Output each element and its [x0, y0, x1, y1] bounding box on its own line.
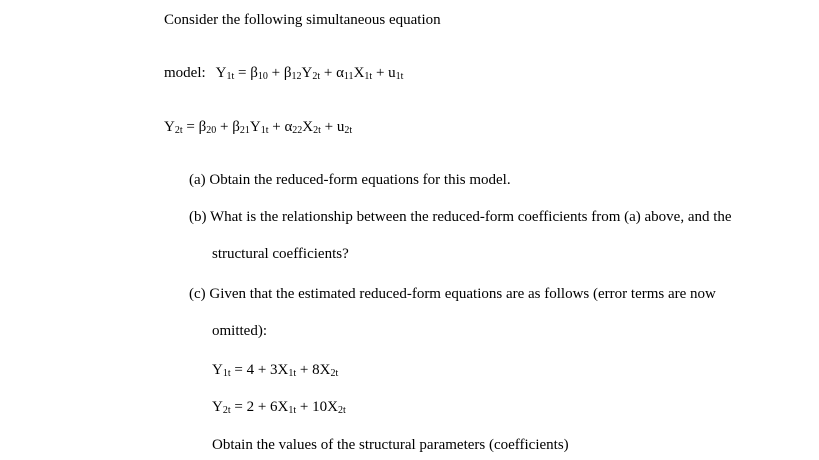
- rf1-x2-sub: 2t: [330, 368, 339, 379]
- eq2-x2-sub: 2t: [313, 125, 321, 136]
- eq2-beta21-sub: 21: [239, 125, 250, 136]
- eq1-u: u: [388, 65, 396, 81]
- eq1-y-sub: 1t: [226, 71, 235, 82]
- rf1-rhs-part1: = 4 + 3X: [230, 362, 289, 378]
- eq1-alpha11: α: [336, 65, 344, 81]
- eq2-y: Y: [164, 119, 175, 135]
- eq2-u: u: [336, 119, 345, 135]
- eq2-alpha22-sub: 22: [292, 125, 303, 136]
- eq1-beta12-sub: 12: [291, 71, 302, 82]
- eq2-y1: Y: [249, 119, 261, 135]
- part-c-final: Obtain the values of the structural parameters (coefficients): [212, 437, 569, 453]
- intro-text: Consider the following simultaneous equation: [164, 12, 441, 28]
- structural-equation-2: [164, 118, 352, 136]
- eq2-y-sub: 2t: [174, 125, 183, 136]
- rf1-rhs-part2: + 8X: [296, 362, 331, 378]
- eq2-x2: X: [302, 119, 314, 135]
- model-label: model:: [164, 65, 206, 81]
- eq1-plus: +: [320, 65, 337, 81]
- reduced-form-equation-1: [212, 361, 338, 379]
- eq2-plus: +: [320, 119, 337, 135]
- eq2-plus: +: [216, 119, 233, 135]
- rf1-y-sub: 1t: [222, 368, 231, 379]
- part-b-line-1: (b) What is the relationship between the reduced-form coefficients from (a) above, and the: [189, 209, 732, 225]
- eq1-beta10-sub: 10: [257, 71, 268, 82]
- part-c-line-2: omitted):: [212, 323, 267, 339]
- eq1-y2-sub: 2t: [312, 71, 321, 82]
- eq2-beta20-sub: 20: [206, 125, 217, 136]
- part-a: (a) Obtain the reduced-form equations for this model.: [189, 172, 511, 188]
- eq2-beta20: β: [198, 119, 207, 135]
- part-b-line-2: structural coefficients?: [212, 246, 349, 262]
- structural-equation-1: [164, 64, 403, 82]
- eq2-equals: =: [182, 119, 199, 135]
- eq1-x1-sub: 1t: [364, 71, 373, 82]
- eq1-alpha11-sub: 11: [343, 71, 354, 82]
- eq1-plus: +: [372, 65, 389, 81]
- eq1-x1: X: [353, 65, 365, 81]
- rf1-x1-sub: 1t: [288, 368, 297, 379]
- part-c-line-1: (c) Given that the estimated reduced-form equations are as follows (error terms are now: [189, 286, 716, 302]
- rf2-y: Y: [212, 399, 223, 415]
- eq1-y2: Y: [301, 65, 313, 81]
- eq2-y1-sub: 1t: [260, 125, 269, 136]
- rf2-rhs-part2: + 10X: [296, 399, 338, 415]
- eq2-plus: +: [268, 119, 285, 135]
- eq2-u-sub: 2t: [344, 125, 353, 136]
- rf2-x1-sub: 1t: [288, 405, 297, 416]
- eq2-beta21: β: [232, 119, 240, 135]
- eq1-equals: =: [234, 65, 251, 81]
- rf2-x2-sub: 2t: [337, 405, 346, 416]
- eq1-plus: +: [267, 65, 284, 81]
- rf2-rhs-part1: = 2 + 6X: [230, 399, 289, 415]
- rf1-y: Y: [212, 362, 223, 378]
- eq1-beta10: β: [250, 65, 258, 81]
- rf2-y-sub: 2t: [222, 405, 231, 416]
- eq1-u-sub: 1t: [395, 71, 404, 82]
- eq1-y: Y: [215, 65, 227, 81]
- eq1-beta12: β: [283, 65, 292, 81]
- eq2-alpha22: α: [284, 119, 293, 135]
- reduced-form-equation-2: [212, 398, 346, 416]
